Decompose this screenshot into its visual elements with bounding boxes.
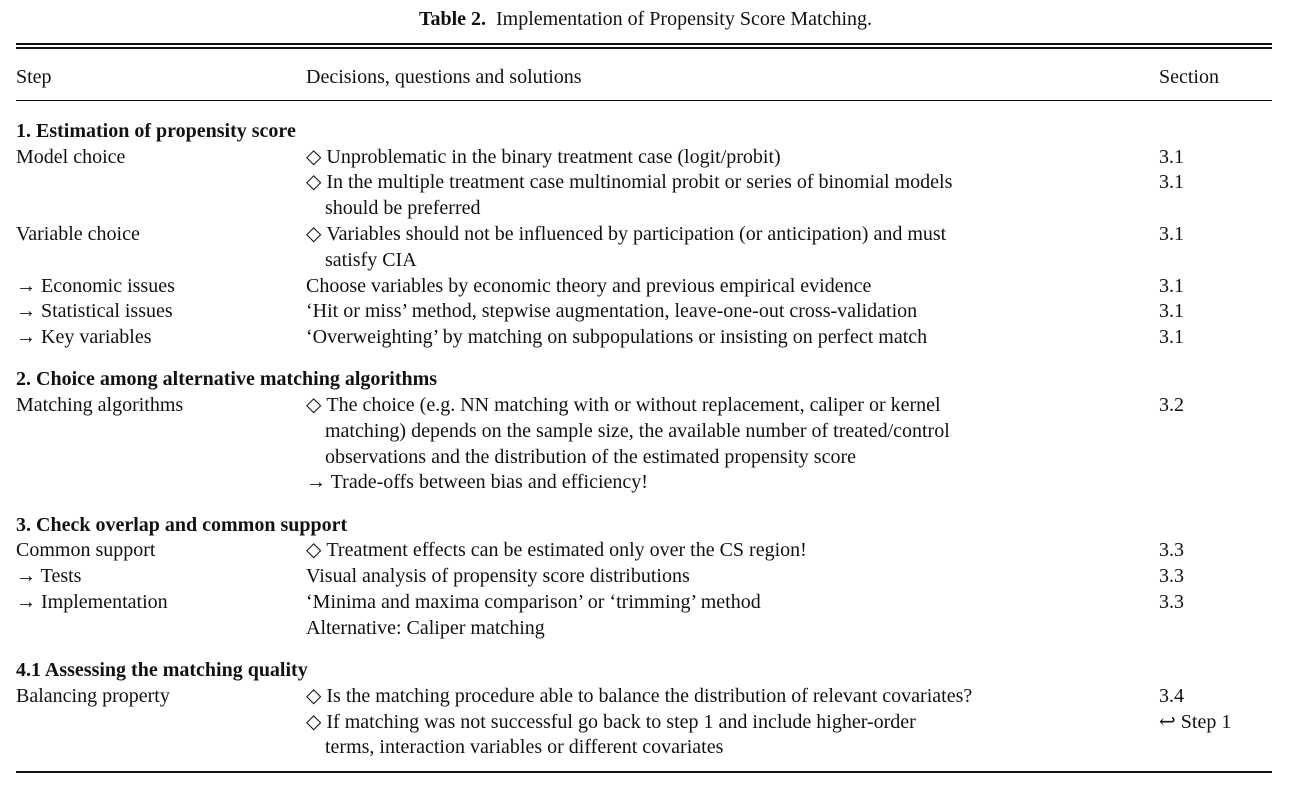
row-step: Model choice: [16, 146, 126, 168]
row-decision: ‘Hit or miss’ method, stepwise augmentation, leave-one-out cross-validation: [306, 300, 918, 322]
row-section: 3.2: [1159, 394, 1184, 416]
row-step: Variable choice: [16, 223, 140, 245]
caption-label: Table 2.: [418, 8, 486, 30]
row-decision: ‘Overweighting’ by matching on subpopulations or insisting on perfect match: [306, 326, 928, 348]
row-decision-continued: observations and the distribution of the estimated propensity score: [325, 446, 856, 468]
row-decision: ‘Minima and maxima comparison’ or ‘trimming’ method: [306, 591, 761, 613]
row-section: 3.1: [1159, 171, 1184, 193]
top-rule: [16, 43, 1272, 45]
row-decision: ◇ Unproblematic in the binary treatment case (logit/probit): [306, 146, 781, 168]
diamond-bullet-icon: ◇: [306, 146, 322, 168]
row-decision-continued: matching) depends on the sample size, the available number of treated/control: [325, 420, 950, 442]
bottom-rule: [16, 771, 1272, 773]
row-decision: ◇ Variables should not be influenced by participation (or anticipation) and must: [306, 223, 947, 245]
section-heading: 1. Estimation of propensity score: [16, 120, 296, 142]
diamond-bullet-icon: ◇: [306, 171, 322, 193]
row-decision: Alternative: Caliper matching: [306, 617, 545, 639]
row-decision: Choose variables by economic theory and previous empirical evidence: [306, 275, 872, 297]
table-caption: [0, 7, 1291, 31]
row-decision: ◇ In the multiple treatment case multinomial probit or series of binomial models: [306, 171, 953, 193]
section-heading: 2. Choice among alternative matching algorithms: [16, 368, 438, 390]
row-section-backref: ↩ Step 1: [1159, 711, 1232, 733]
row-section: 3.1: [1159, 300, 1184, 322]
diamond-bullet-icon: ◇: [306, 394, 322, 416]
row-section: 3.1: [1159, 326, 1184, 348]
row-decision-continued: terms, interaction variables or different covariates: [325, 736, 724, 758]
diamond-bullet-icon: ◇: [306, 223, 322, 245]
row-step: Common support: [16, 539, 156, 561]
header-step: Step: [16, 66, 52, 88]
row-section: 3.3: [1159, 539, 1184, 561]
row-step: → Key variables: [16, 326, 152, 348]
row-decision: ◇ The choice (e.g. NN matching with or without replacement, caliper or kernel: [306, 394, 941, 416]
section-heading: 4.1 Assessing the matching quality: [16, 659, 308, 681]
row-decision: Visual analysis of propensity score distributions: [306, 565, 690, 587]
row-step: → Statistical issues: [16, 300, 173, 322]
diamond-bullet-icon: ◇: [306, 685, 322, 707]
row-section: 3.1: [1159, 146, 1184, 168]
row-decision: ◇ If matching was not successful go back to step 1 and include higher-order: [306, 711, 916, 733]
row-step: → Tests: [16, 565, 82, 587]
section-heading: 3. Check overlap and common support: [16, 514, 348, 536]
header-rule: [16, 100, 1272, 101]
row-decision-continued: should be preferred: [325, 197, 481, 219]
row-section: 3.3: [1159, 565, 1184, 587]
row-section: 3.1: [1159, 275, 1184, 297]
row-decision-continued: satisfy CIA: [325, 249, 417, 271]
caption-title: Implementation of Propensity Score Matching.: [496, 8, 873, 30]
top-rule-second: [16, 47, 1272, 49]
row-step: → Economic issues: [16, 275, 175, 297]
diamond-bullet-icon: ◇: [306, 539, 322, 561]
row-decision: ◇ Is the matching procedure able to balance the distribution of relevant covariates?: [306, 685, 973, 707]
row-step: → Implementation: [16, 591, 168, 613]
row-section: 3.1: [1159, 223, 1184, 245]
row-step: Balancing property: [16, 685, 170, 707]
header-decisions: Decisions, questions and solutions: [306, 66, 582, 88]
row-section: 3.4: [1159, 685, 1184, 707]
row-decision: ◇ Treatment effects can be estimated only over the CS region!: [306, 539, 807, 561]
row-decision-continued: → Trade-offs between bias and efficiency!: [306, 471, 648, 493]
header-section: Section: [1159, 66, 1219, 88]
diamond-bullet-icon: ◇: [306, 711, 322, 733]
row-section: 3.3: [1159, 591, 1184, 613]
row-step: Matching algorithms: [16, 394, 184, 416]
